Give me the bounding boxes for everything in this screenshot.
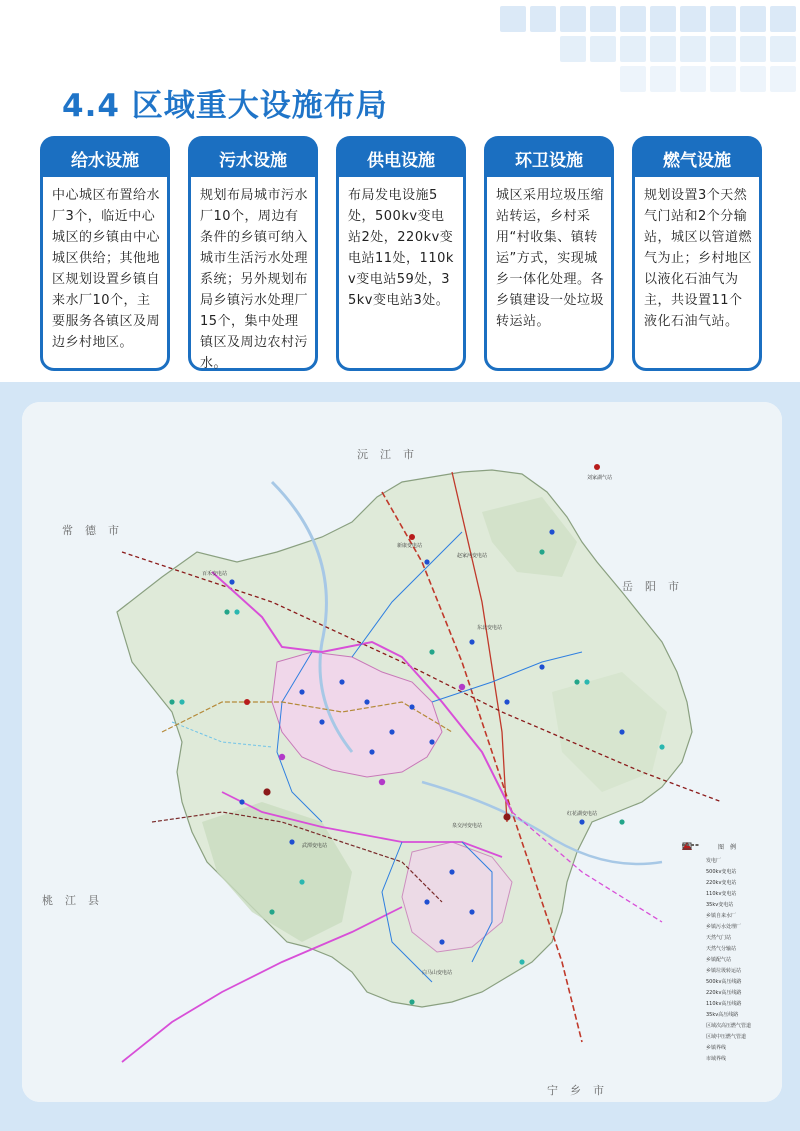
legend-label: 500kv变电站 — [706, 869, 737, 875]
line-icon — [682, 1032, 700, 1041]
decorative-grid — [490, 0, 800, 100]
decorative-square — [560, 36, 586, 62]
map-legend — [682, 842, 778, 1064]
decorative-square — [620, 66, 646, 92]
decorative-square — [620, 6, 646, 32]
line-icon — [682, 1054, 700, 1063]
decorative-square — [770, 6, 796, 32]
red-dot-icon — [682, 856, 700, 865]
card-sanitation — [484, 136, 614, 371]
legend-item — [682, 954, 778, 965]
decorative-square — [740, 66, 766, 92]
gas-triangle-icon — [682, 933, 700, 942]
decorative-square — [770, 36, 796, 62]
decorative-square — [590, 36, 616, 62]
legend-label: 天然气门站 — [706, 935, 732, 941]
legend-item — [682, 866, 778, 877]
card-heading: 供电设施 — [336, 136, 466, 180]
map-label-south: 宁乡市 — [547, 1084, 616, 1097]
map-graphic — [22, 402, 782, 1102]
legend-label: 500kv高压线路 — [706, 979, 742, 985]
map-label-east: 岳阳市 — [622, 580, 691, 593]
decorative-square — [500, 6, 526, 32]
line-icon — [682, 977, 700, 986]
aqua-dot-icon — [682, 922, 700, 931]
station-label: 刘家湖气站 — [587, 475, 613, 481]
card-water-supply — [40, 136, 170, 371]
decorative-square — [710, 6, 736, 32]
legend-label: 110kv高压线路 — [706, 1001, 742, 1007]
decorative-square — [740, 6, 766, 32]
legend-item — [682, 877, 778, 888]
decorative-square — [650, 36, 676, 62]
station-label: 东北变电站 — [477, 625, 503, 631]
legend-item — [682, 998, 778, 1009]
decorative-square — [620, 36, 646, 62]
line-icon — [682, 988, 700, 997]
legend-item — [682, 976, 778, 987]
legend-label: 乡镇污水处理厂 — [706, 924, 742, 930]
legend-label: 220kv高压线路 — [706, 990, 742, 996]
decorative-square — [680, 6, 706, 32]
map-panel — [0, 382, 800, 1131]
station-label: 泉交河变电站 — [452, 823, 483, 829]
station-label: 百禾变电站 — [202, 571, 228, 577]
card-text: 布局发电设施5处，500kv变电站2处，220kv变电站11处，110kv变电站59处，35kv变电站3处。 — [336, 174, 466, 371]
legend-label: 乡镇界线 — [706, 1045, 727, 1051]
legend-item — [682, 1042, 778, 1053]
decorative-square — [650, 66, 676, 92]
card-text: 城区采用垃圾压缩站转运，乡村采用“村收集、镇转运”方式，实现城乡一体化处理。各乡镇建设一处垃圾转运站。 — [484, 174, 614, 371]
lpg-station-icon — [682, 955, 700, 964]
decorative-square — [530, 6, 556, 32]
purple-dot-icon — [682, 878, 700, 887]
card-heading: 燃气设施 — [632, 136, 762, 180]
map-label-north: 沅江市 — [357, 448, 426, 461]
card-text: 规划设置3个天然气门站和2个分输站，城区以管道燃气为止；乡村地区以液化石油气为主，共设置11个液化石油气站。 — [632, 174, 762, 371]
darkred-dot-icon — [682, 867, 700, 876]
legend-label: 发电厂 — [706, 858, 722, 864]
decorative-square — [740, 36, 766, 62]
waste-station-icon — [682, 966, 700, 975]
legend-label: 110kv变电站 — [706, 891, 737, 897]
legend-label: 区域次高压燃气管道 — [706, 1023, 752, 1029]
station-label: 武潭变电站 — [302, 843, 328, 849]
legend-item — [682, 855, 778, 866]
decorative-square — [590, 6, 616, 32]
legend-label: 乡镇配气站 — [706, 957, 732, 963]
line-icon — [682, 999, 700, 1008]
legend-item — [682, 1031, 778, 1042]
map-label-west: 常德市 — [62, 524, 131, 537]
legend-label: 乡镇自来水厂 — [706, 913, 737, 919]
card-gas — [632, 136, 762, 371]
legend-item — [682, 965, 778, 976]
decorative-square — [560, 6, 586, 32]
map-label-southwest: 桃江县 — [42, 894, 111, 907]
decorative-square — [710, 36, 736, 62]
legend-item — [682, 987, 778, 998]
teal-dot-icon — [682, 911, 700, 920]
blue-dot-icon — [682, 889, 700, 898]
legend-item — [682, 932, 778, 943]
legend-title: 图例 — [717, 844, 742, 851]
facility-map — [22, 402, 782, 1102]
card-heading: 环卫设施 — [484, 136, 614, 180]
legend-label: 市域界线 — [706, 1056, 727, 1062]
card-text: 中心城区布置给水厂3个，临近中心城区的乡镇由中心城区供给；其他地区规划设置乡镇自来水厂10个，主要服务各镇区及周边乡村地区。 — [40, 174, 170, 371]
legend-item — [682, 1009, 778, 1020]
legend-label: 区域中压燃气管道 — [706, 1034, 747, 1040]
station-label: 赵家河变电站 — [457, 553, 488, 559]
legend-label: 220kv变电站 — [706, 880, 737, 886]
legend-item — [682, 1053, 778, 1064]
station-label: 红花湖变电站 — [567, 811, 598, 817]
line-icon — [682, 1021, 700, 1030]
legend-label: 35kv高压线路 — [706, 1012, 739, 1018]
card-heading: 给水设施 — [40, 136, 170, 180]
cyan-dot-icon — [682, 900, 700, 909]
legend-item — [682, 921, 778, 932]
card-text: 规划布局城市污水厂10个，周边有条件的乡镇可纳入城市生活污水处理系统；另外规划布局乡镇污水处理厂15个，集中处理镇区及周边农村污水。 — [188, 174, 318, 371]
line-icon — [682, 1043, 700, 1052]
decorative-square — [710, 66, 736, 92]
facility-cards — [40, 136, 764, 371]
legend-item — [682, 910, 778, 921]
gas-split-icon — [682, 944, 700, 953]
card-power — [336, 136, 466, 371]
line-icon — [682, 1010, 700, 1019]
legend-label: 天然气分输站 — [706, 946, 737, 952]
card-heading: 污水设施 — [188, 136, 318, 180]
legend-item — [682, 899, 778, 910]
card-sewage — [188, 136, 318, 371]
legend-item — [682, 943, 778, 954]
decorative-square — [650, 6, 676, 32]
decorative-square — [770, 66, 796, 92]
legend-label: 35kv变电站 — [706, 902, 734, 908]
station-label: 白马山变电站 — [422, 970, 453, 976]
legend-label: 乡镇垃圾转运站 — [706, 968, 742, 974]
page-title: 4.4 区域重大设施布局 — [62, 88, 388, 124]
decorative-square — [680, 66, 706, 92]
decorative-square — [680, 36, 706, 62]
station-label: 新康变电站 — [397, 543, 423, 549]
legend-item — [682, 1020, 778, 1031]
legend-item — [682, 888, 778, 899]
